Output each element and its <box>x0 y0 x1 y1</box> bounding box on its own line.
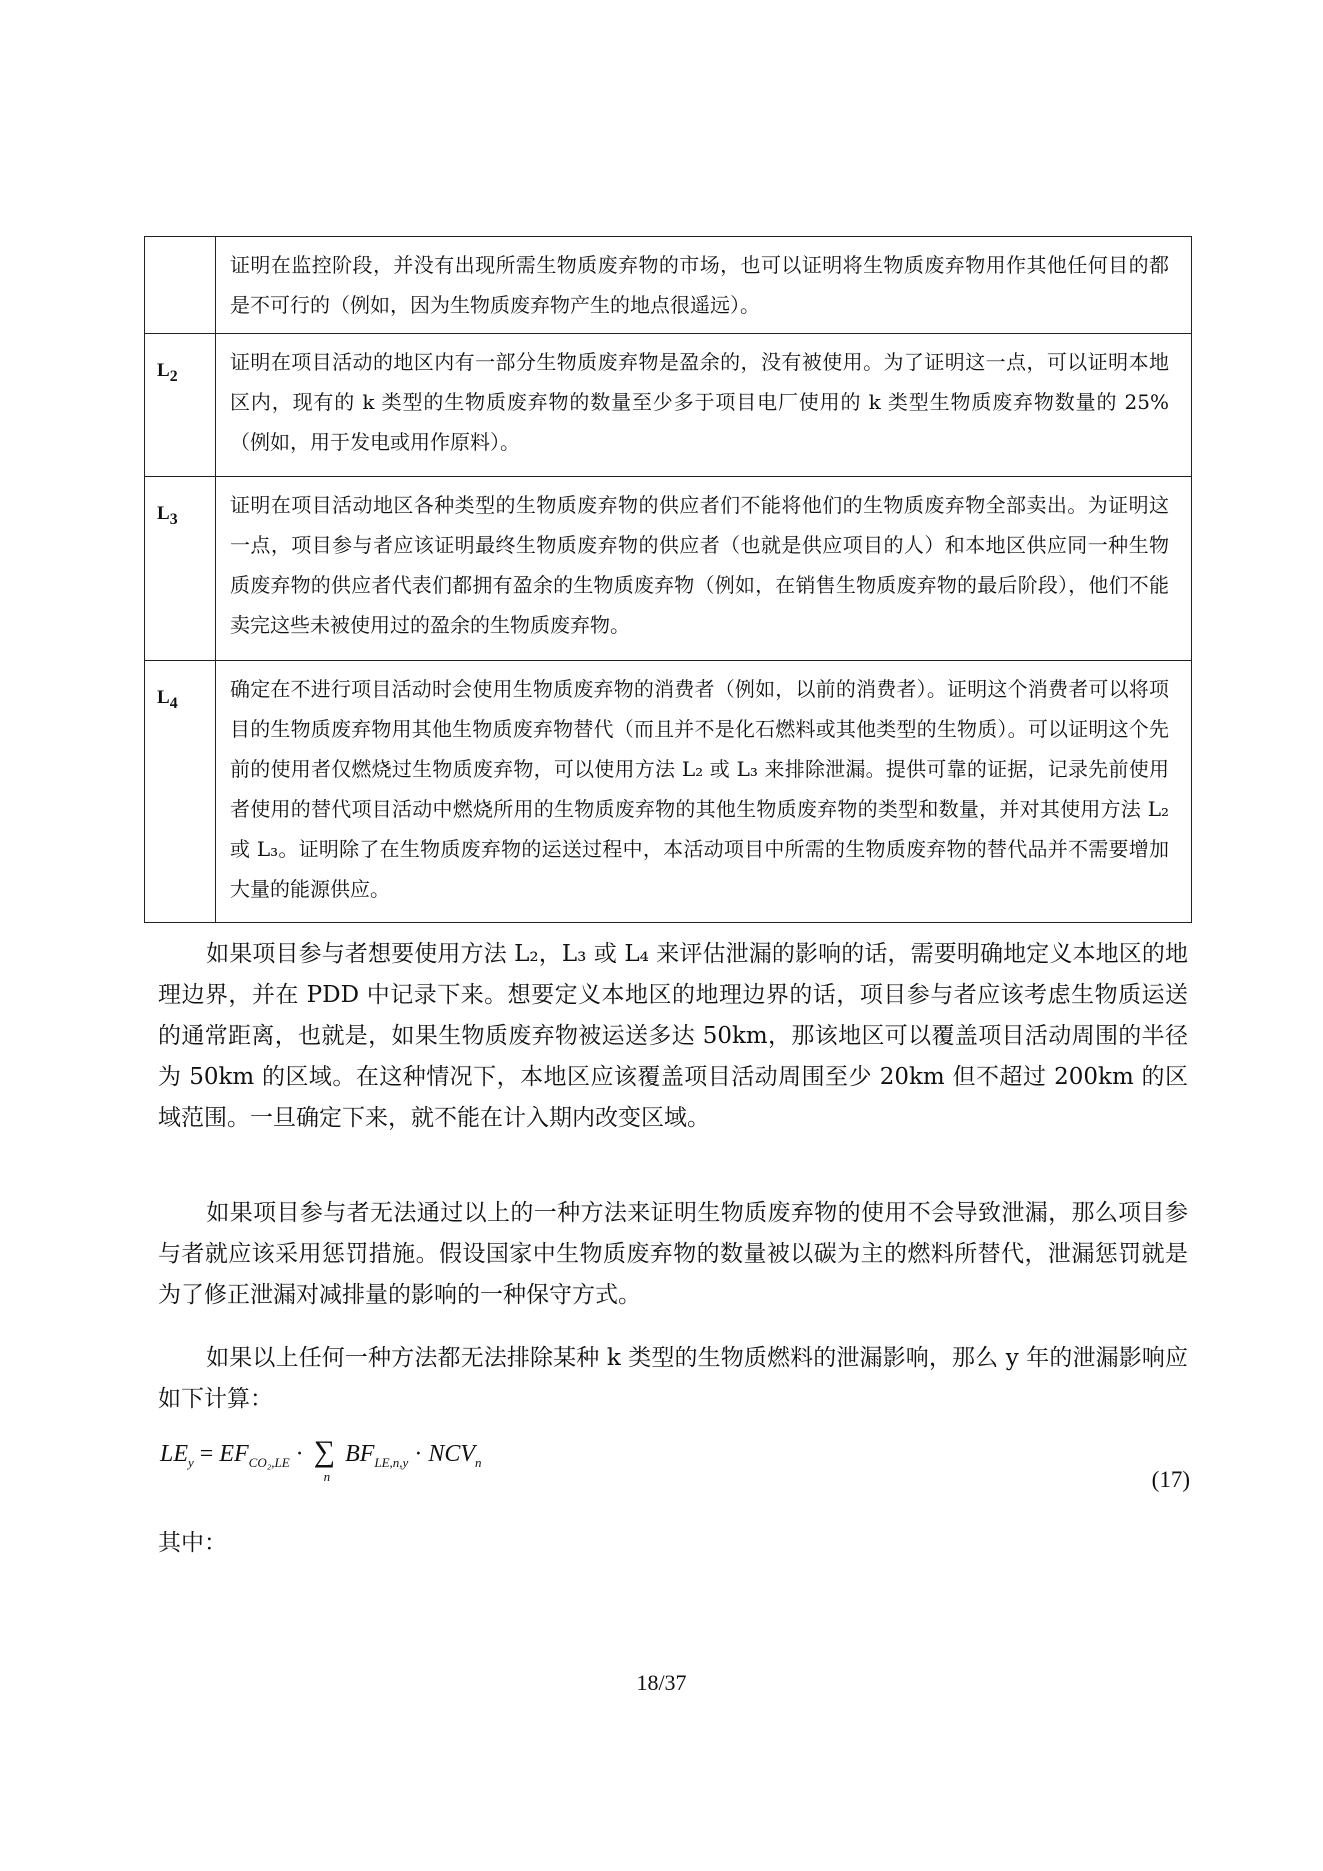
formula-le-subscript: y <box>188 1455 194 1470</box>
formula-ef: EF <box>219 1441 249 1467</box>
table-row <box>145 477 1192 661</box>
where-label: 其中： <box>158 1530 227 1556</box>
method-code: L <box>157 687 170 708</box>
equation-number: (17) <box>1151 1467 1190 1492</box>
method-code-subscript: 4 <box>169 694 178 712</box>
method-description: 证明在项目活动地区各种类型的生物质废弃物的供应者们不能将他们的生物质废弃物全部卖出。为证明这一点，项目参与者应该证明最终生物质废弃物的供应者（也就是供应项目的人）和本地区供应同一种生物质废弃物的供应者代表们都拥有盈余的生物质废弃物（例如，在销售生物质废弃物的最后阶段），他们不能卖完这些未被使用过的盈余的生物质废弃物。 <box>216 477 1192 661</box>
method-code-cell <box>145 237 216 334</box>
formula-bf: BF <box>345 1441 375 1467</box>
method-code: L <box>157 360 170 381</box>
method-description: 确定在不进行项目活动时会使用生物质废弃物的消费者（例如，以前的消费者）。证明这个消费者可以将项目的生物质废弃物用其他生物质废弃物替代（而且并不是化石燃料或其他类型的生物质）。可以证明这个先前的使用者仅燃烧过生物质废弃物，可以使用方法 L₂ 或 L₃ 来排除泄漏。提供可靠的证据，记录先前使用者使用的替代项目活动中燃烧所用的生物质废弃物的其他生物质废弃物的类型和数量，并对其使用方法 L₂ 或 L₃。证明除了在生物质废弃物的运送过程中，本活动项目中所需的生物质废弃物的替代品并不需要增加大量的能源供应。 <box>216 661 1192 923</box>
paragraph-leakage-calculation <box>158 1338 1188 1420</box>
formula-ef-subscript: CO₂,LE <box>248 1455 290 1470</box>
table-row <box>145 237 1192 334</box>
formula-bf-subscript: LE,n,y <box>374 1455 409 1470</box>
paragraph-penalty <box>158 1193 1188 1316</box>
method-code-subscript: 3 <box>169 510 178 528</box>
method-code: L <box>157 503 170 524</box>
leakage-methods-table <box>144 236 1192 923</box>
paragraph-geographic-boundary <box>158 934 1188 1139</box>
paragraph-text: 如果以上任何一种方法都无法排除某种 k 类型的生物质燃料的泄漏影响，那么 y 年的泄漏影响应如下计算： <box>158 1345 1188 1412</box>
leakage-formula <box>160 1435 1190 1515</box>
method-code-cell <box>145 477 216 661</box>
method-description: 证明在项目活动的地区内有一部分生物质废弃物是盈余的，没有被使用。为了证明这一点，可以证明本地区内，现有的 k 类型的生物质废弃物的数量至少多于项目电厂使用的 k 类型生物质废弃物数量的 25%（例如，用于发电或用作原料）。 <box>216 334 1192 477</box>
summation-symbol: ∑ n <box>313 1435 336 1484</box>
method-code-subscript: 2 <box>169 367 178 385</box>
summation-index: n <box>323 1469 331 1484</box>
formula-expression: $LE_y = EF_{CO_2,LE}$ · ∑ n $BF_{LE,n,y} \cdot NCV_n$ <box>160 1435 482 1484</box>
formula-ncv-subscript: n <box>475 1455 482 1470</box>
paragraph-text: 如果项目参与者无法通过以上的一种方法来证明生物质废弃物的使用不会导致泄漏，那么项目参与者就应该采用惩罚措施。假设国家中生物质废弃物的数量被以碳为主的燃料所替代，泄漏惩罚就是为了修正泄漏对减排量的影响的一种保守方式。 <box>158 1200 1188 1308</box>
method-description: 证明在监控阶段，并没有出现所需生物质废弃物的市场，也可以证明将生物质废弃物用作其他任何目的都是不可行的（例如，因为生物质废弃物产生的地点很遥远）。 <box>216 237 1192 334</box>
page-number: 18/37 <box>636 1670 687 1695</box>
table-row <box>145 334 1192 477</box>
paragraph-text: 如果项目参与者想要使用方法 L₂，L₃ 或 L₄ 来评估泄漏的影响的话，需要明确地定义本地区的地理边界，并在 PDD 中记录下来。想要定义本地区的地理边界的话，项目参与者应该考虑生物质运送的通常距离，也就是，如果生物质废弃物被运送多达 50km，那该地区可以覆盖项目活动周围的半径为 50km 的区域。在这种情况下，本地区应该覆盖项目活动周围至少 20km 但不超过 200km 的区域范围。一旦确定下来，就不能在计入期内改变区域。 <box>158 941 1188 1131</box>
method-code-cell <box>145 334 216 477</box>
table-row <box>145 661 1192 923</box>
method-code-cell <box>145 661 216 923</box>
formula-le: LE <box>160 1441 189 1467</box>
formula-ncv: NCV <box>428 1441 476 1467</box>
